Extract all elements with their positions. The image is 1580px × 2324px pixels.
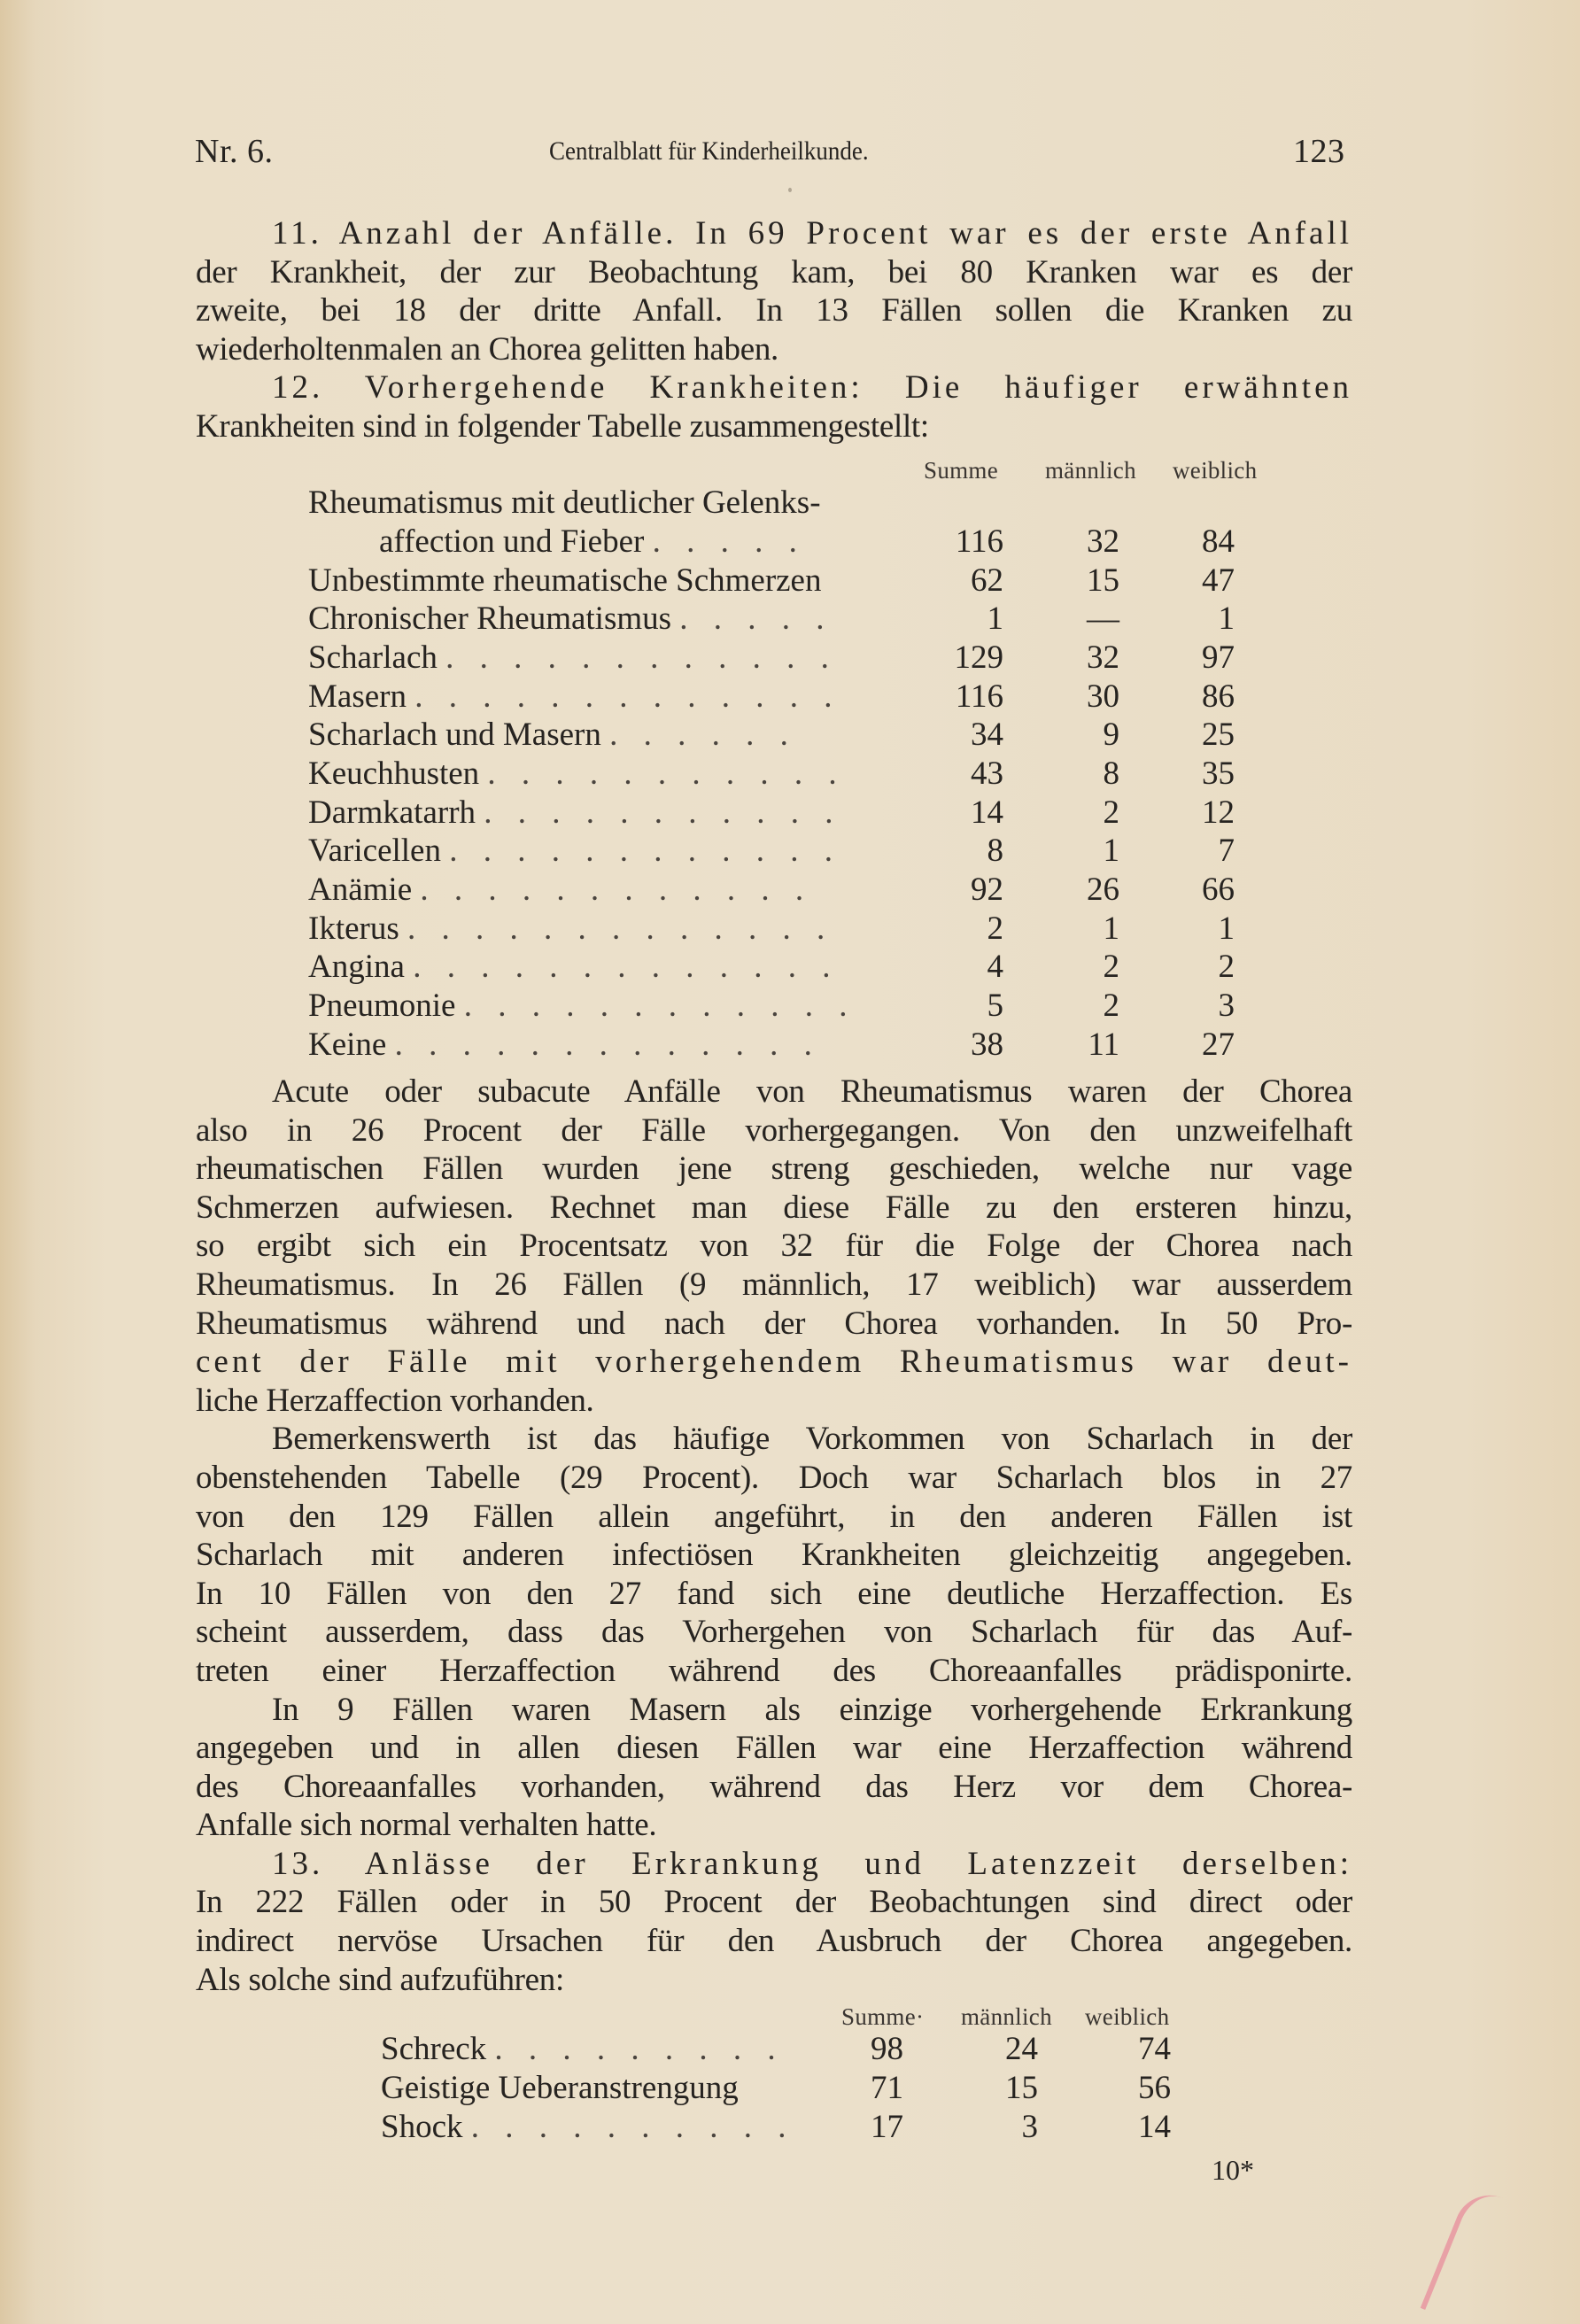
text-line: Scharlach mit anderen infectiösen Krankheiten gleichzeitig angegeben.: [196, 1537, 1352, 1574]
cell-maennlich: 15: [1005, 2070, 1038, 2106]
journal-title: Centralblatt für Kinderheilkunde.: [549, 136, 869, 166]
cell-summe: 14: [971, 794, 1003, 831]
cell-maennlich: 26: [1087, 872, 1119, 908]
cell-weiblich: 7: [1218, 833, 1235, 869]
text-line: Bemerkenswerth ist das häufige Vorkommen von Scharlach in der: [272, 1421, 1352, 1458]
table-row: [381, 2108, 1231, 2147]
row-label: affection und Fieber: [379, 523, 645, 560]
cell-weiblich: 27: [1202, 1026, 1235, 1063]
signature-mark: 10*: [1212, 2154, 1254, 2186]
cell-maennlich: 15: [1087, 562, 1119, 599]
cell-summe: 43: [971, 755, 1003, 792]
table-row: [308, 794, 1247, 833]
table-row: [308, 523, 1247, 562]
row-label: Unbestimmte rheumatische Schmerzen: [308, 562, 822, 599]
cell-maennlich: 2: [1103, 949, 1119, 985]
cell-weiblich: 14: [1138, 2109, 1171, 2145]
leader-dots: . . . . . . . . . . . .: [449, 833, 841, 869]
text-line: 13. Anlässe der Erkrankung und Latenzzeit derselben:: [272, 1845, 1352, 1882]
row-label: Rheumatismus mit deutlicher Gelenks-: [308, 484, 821, 521]
cell-weiblich: 86: [1202, 678, 1235, 715]
row-label: Chronischer Rheumatismus: [308, 600, 672, 637]
cell-summe: 129: [954, 639, 1003, 676]
text-line: Rheumatismus. In 26 Fällen (9 männlich, 17 weiblich) war ausserdem: [196, 1266, 1352, 1303]
cell-maennlich: 11: [1088, 1026, 1119, 1063]
issue-number: Nr. 6.: [195, 133, 274, 170]
cell-summe: 38: [971, 1026, 1003, 1063]
cell-summe: 17: [871, 2109, 903, 2145]
row-label: Scharlach: [308, 639, 438, 676]
column-header-summe: Summe: [924, 457, 999, 484]
text-line: Krankheiten sind in folgender Tabelle zusammengestellt:: [196, 407, 929, 445]
cell-weiblich: 84: [1202, 523, 1235, 560]
text-line: zweite, bei 18 der dritte Anfall. In 13 Fällen sollen die Kranken zu: [196, 292, 1352, 329]
text-line: 11. Anzahl der Anfälle. In 69 Procent war es der erste Anfall: [272, 215, 1352, 252]
row-label: Shock: [381, 2109, 463, 2145]
leader-dots: . . . . . .: [609, 717, 797, 753]
ink-speck: [788, 188, 792, 192]
cell-weiblich: 12: [1202, 794, 1235, 831]
cell-weiblich: 56: [1138, 2070, 1171, 2106]
cell-summe: 116: [955, 523, 1003, 560]
text-line: so ergibt sich ein Procentsatz von 32 für die Folge der Chorea nach: [196, 1228, 1352, 1265]
cell-summe: 1: [987, 600, 1003, 637]
cell-maennlich: 8: [1103, 755, 1119, 792]
row-label: Varicellen: [308, 833, 441, 869]
text-line: scheint ausserdem, dass das Vorhergehen von Scharlach für das Auf-: [196, 1614, 1352, 1651]
column-header-maennlich: männlich: [961, 2003, 1052, 2030]
text-line: treten einer Herzaffection während des Choreaanfalles prädisponirte.: [196, 1652, 1352, 1689]
table-row: [308, 755, 1247, 794]
table-row: [308, 871, 1247, 910]
cell-maennlich: 24: [1005, 2031, 1038, 2067]
cell-maennlich: 2: [1103, 988, 1119, 1024]
text-line: angegeben und in allen diesen Fällen war eine Herzaffection während: [196, 1730, 1352, 1767]
text-line: also in 26 Procent der Fälle vorhergegangen. Von den unzweifelhaft: [196, 1112, 1352, 1149]
leader-dots: . . . . . . . . . . . . .: [413, 949, 840, 985]
cell-maennlich: 32: [1087, 639, 1119, 676]
cell-maennlich: 3: [1021, 2109, 1038, 2145]
cell-weiblich: 47: [1202, 562, 1235, 599]
text-line: In 9 Fällen waren Masern als einzige vorhergehende Erkrankung: [272, 1691, 1352, 1728]
cell-weiblich: 97: [1202, 639, 1235, 676]
leader-dots: . . . . . . . . . .: [470, 2109, 795, 2145]
row-label: Masern: [308, 678, 407, 715]
row-label: Ikterus: [308, 910, 399, 947]
table-row: [308, 639, 1247, 678]
cell-maennlich: 1: [1103, 833, 1119, 869]
cell-weiblich: 66: [1202, 872, 1235, 908]
cell-maennlich: 2: [1103, 794, 1119, 831]
column-header-maennlich: männlich: [1045, 457, 1136, 484]
page-number: 123: [1293, 133, 1345, 170]
row-label: Keine: [308, 1026, 387, 1063]
leader-dots: . . . . .: [652, 523, 806, 560]
table-row: [308, 910, 1247, 949]
cell-summe: 116: [955, 678, 1003, 715]
leader-dots: . . . . .: [679, 600, 833, 637]
text-line: liche Herzaffection vorhanden.: [196, 1382, 594, 1419]
text-line: In 10 Fällen von den 27 fand sich eine deutliche Herzaffection. Es: [196, 1575, 1352, 1612]
table-row: [381, 2069, 1231, 2108]
leader-dots: . . . . . . . . . . . . .: [414, 678, 841, 715]
text-line: Acute oder subacute Anfälle von Rheumatismus waren der Chorea: [272, 1073, 1352, 1110]
cell-maennlich: 32: [1087, 523, 1119, 560]
leader-dots: . . . . . . . . . . . .: [420, 872, 813, 908]
cell-maennlich: 1: [1103, 910, 1119, 947]
paragraph-rheumatism: [196, 1073, 1352, 1999]
cell-maennlich: 30: [1087, 678, 1119, 715]
text-line: Rheumatismus während und nach der Chorea vorhanden. In 50 Pro-: [196, 1305, 1352, 1342]
table-row: [308, 1026, 1247, 1065]
text-line: Als solche sind aufzuführen:: [196, 1961, 564, 1998]
text-line: des Choreaanfalles vorhanden, während das Herz vor dem Chorea-: [196, 1768, 1352, 1805]
cell-weiblich: 2: [1218, 949, 1235, 985]
text-line: Anfalle sich normal verhalten hatte.: [196, 1807, 657, 1844]
text-line: 12. Vorhergehende Krankheiten: Die häufiger erwähnten: [272, 369, 1352, 407]
row-label: Scharlach und Masern: [308, 717, 601, 753]
cell-weiblich: 1: [1218, 910, 1235, 947]
leader-dots: . . . . . . . . . . . . .: [394, 1026, 821, 1063]
cell-weiblich: 25: [1202, 717, 1235, 753]
cell-summe: 5: [987, 988, 1003, 1024]
column-header-weiblich: weiblich: [1173, 457, 1258, 484]
row-label: Schreck: [381, 2031, 487, 2067]
text-line: obenstehenden Tabelle (29 Procent). Doch war Scharlach blos in 27: [196, 1459, 1352, 1496]
row-label: Anämie: [308, 872, 413, 908]
leader-dots: . . . . . . . . .: [494, 2031, 785, 2067]
cell-summe: 34: [971, 717, 1003, 753]
table-row: [308, 716, 1247, 755]
text-line: indirect nervöse Ursachen für den Ausbruch der Chorea angegeben.: [196, 1923, 1352, 1960]
leader-dots: . . . . . . . . . . . . .: [407, 910, 834, 947]
section-11: [196, 214, 1352, 446]
text-line: der Krankheit, der zur Beobachtung kam, bei 80 Kranken war es der: [196, 253, 1352, 290]
column-header-summe: Summe·: [841, 2003, 925, 2030]
cell-maennlich: 9: [1103, 717, 1119, 753]
text-line: cent der Fälle mit vorhergehendem Rheumatismus war deut-: [196, 1344, 1352, 1381]
leader-dots: . . . . . . . . . . . .: [463, 988, 856, 1024]
cell-summe: 8: [987, 833, 1003, 869]
cell-weiblich: 3: [1218, 988, 1235, 1024]
table-row: [308, 987, 1247, 1026]
table-row: [308, 948, 1247, 987]
cell-weiblich: 35: [1202, 755, 1235, 792]
text-line: von den 129 Fällen allein angeführt, in den anderen Fällen ist: [196, 1498, 1352, 1535]
cell-summe: 62: [971, 562, 1003, 599]
text-line: Schmerzen aufwiesen. Rechnet man diese Fälle zu den ersteren hinzu,: [196, 1189, 1352, 1226]
cell-summe: 2: [987, 910, 1003, 947]
cell-summe: 71: [871, 2070, 903, 2106]
table-row: [308, 678, 1247, 717]
cell-summe: 98: [871, 2031, 903, 2067]
red-pencil-mark: [1421, 2185, 1508, 2323]
row-label: Geistige Ueberanstrengung: [381, 2070, 739, 2106]
text-line: In 222 Fällen oder in 50 Procent der Beobachtungen sind direct oder: [196, 1884, 1352, 1921]
column-header-weiblich: weiblich: [1085, 2003, 1170, 2030]
leader-dots: . . . . . . . . . . . .: [445, 639, 838, 676]
row-label: Keuchhusten: [308, 755, 480, 792]
cell-weiblich: 74: [1138, 2031, 1171, 2067]
leader-dots: . . . . . . . . . . .: [484, 794, 842, 831]
text-line: wiederholtenmalen an Chorea gelitten haben.: [196, 330, 778, 368]
cell-summe: 4: [987, 949, 1003, 985]
cell-summe: 92: [971, 872, 1003, 908]
table-row: [308, 832, 1247, 871]
text-line: rheumatischen Fällen wurden jene streng geschieden, welche nur vage: [196, 1150, 1352, 1188]
leader-dots: . . . . . . . . . . .: [487, 755, 846, 792]
cell-maennlich: —: [1087, 600, 1119, 637]
row-label: Pneumonie: [308, 988, 456, 1024]
table-row: [308, 562, 1247, 600]
table-row: [381, 2030, 1231, 2069]
row-label: Angina: [308, 949, 405, 985]
cell-weiblich: 1: [1218, 600, 1235, 637]
table-row: [308, 600, 1247, 639]
row-label: Darmkatarrh: [308, 794, 476, 831]
